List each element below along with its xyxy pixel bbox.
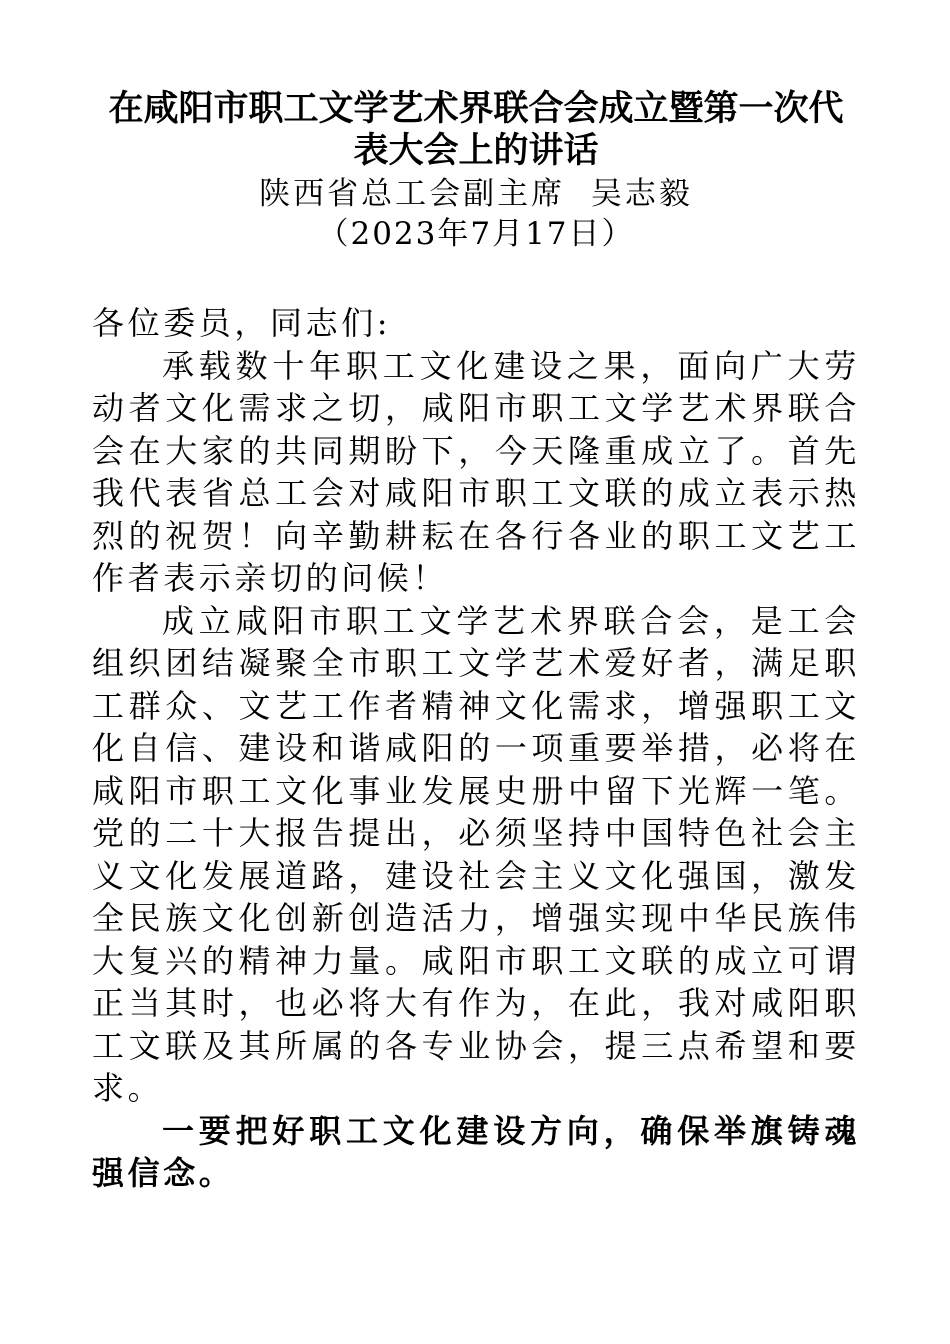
paragraph-2: 成立咸阳市职工文学艺术界联合会，是工会组织团结凝聚全市职工文学艺术爱好者，满足职工群众、文艺工作者精神文化需求，增强职工文化自信、建设和谐咸阳的一项重要举措，必将在咸阳市职工文化事业发展史册中留下光辉一笔。党的二十大报告提出，必须坚持中国特色社会主义文化发展道路，建设社会主义文化强国，激发全民族文化创新创造活力，增强实现中华民族伟大复兴的精神力量。咸阳市职工文联的成立可谓正当其时，也必将大有作为，在此，我对咸阳职工文联及其所属的各专业协会，提三点希望和要求。 [92, 601, 860, 1107]
document-page [92, 88, 860, 1195]
author-line: 陕西省总工会副主席 吴志毅 [259, 176, 693, 212]
section-heading: 一要把好职工文化建设方向，确保举旗铸魂强信念。 [92, 1111, 860, 1192]
speech-body [92, 302, 860, 1195]
paragraph-1: 承载数十年职工文化建设之果，面向广大劳动者文化需求之切，咸阳市职工文学艺术界联合会在大家的共同期盼下，今天隆重成立了。首先我代表省总工会对咸阳市职工文联的成立表示热烈的祝贺！向辛勤耕耘在各行各业的职工文艺工作者表示亲切的问候！ [92, 346, 860, 597]
speech-date: （2023年7月17日） [317, 216, 635, 252]
salutation: 各位委员，同志们: [92, 304, 392, 342]
document-title: 在咸阳市职工文学艺术界联合会成立暨第一次代表大会上的讲话 [108, 88, 844, 171]
